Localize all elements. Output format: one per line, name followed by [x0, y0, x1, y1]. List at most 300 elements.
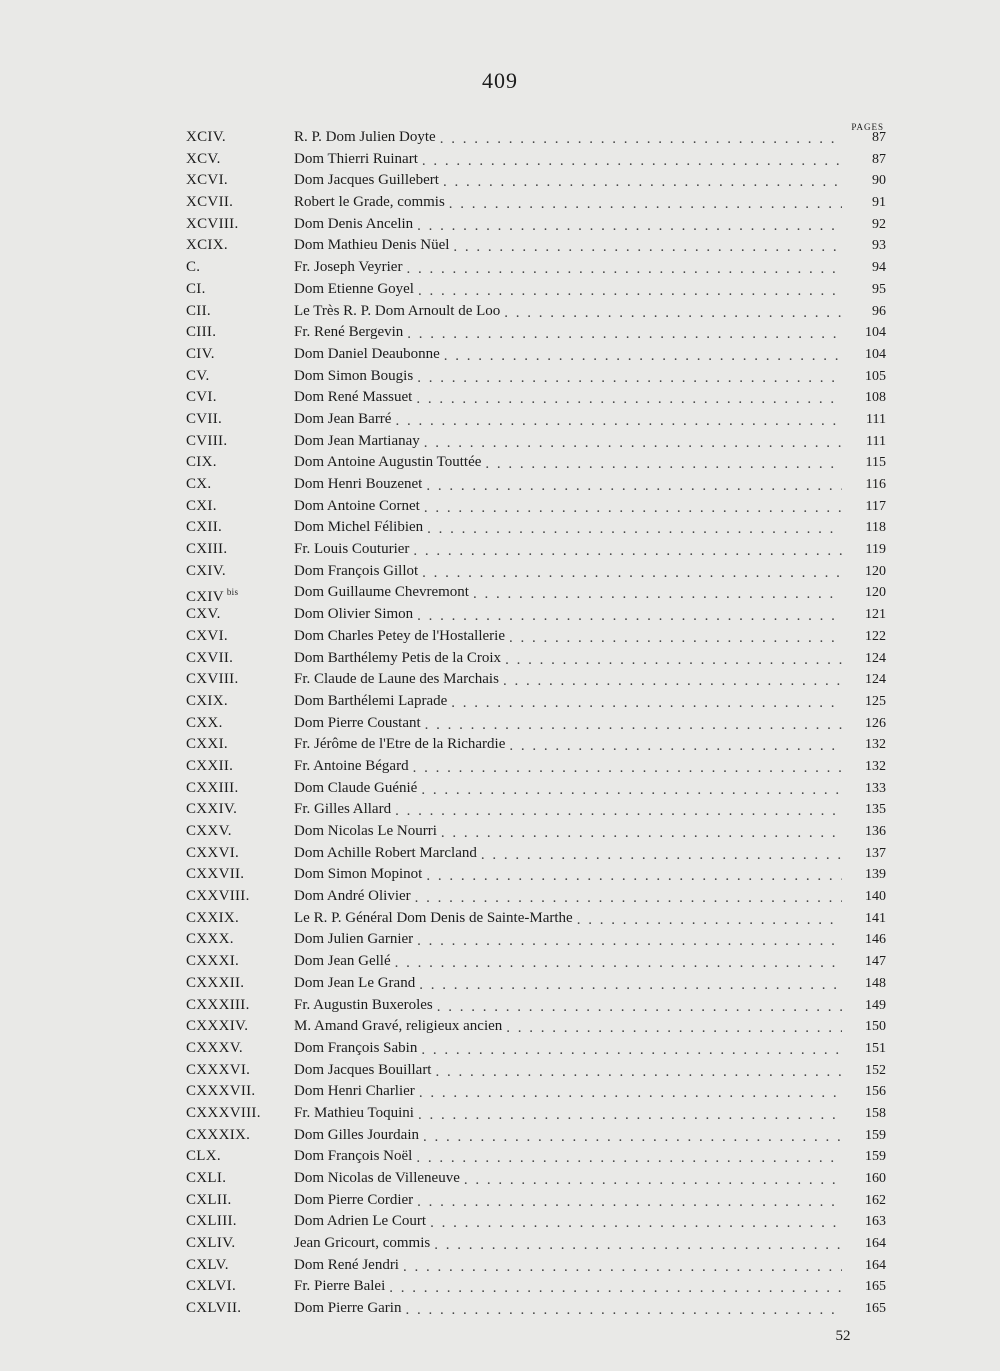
toc-roman-text: CVI. [186, 389, 217, 406]
toc-row [186, 582, 886, 604]
toc-page-ref: 115 [865, 455, 886, 471]
toc-page-ref: 165 [865, 1301, 886, 1317]
toc-page-ref: 104 [865, 325, 886, 341]
toc-row [186, 951, 886, 973]
toc-page-ref: 122 [865, 628, 886, 644]
toc-roman-text: CXXIII. [186, 779, 239, 796]
toc-roman-numeral [186, 1168, 226, 1190]
toc-entry-name: Dom Nicolas de Villeneuve . . . [294, 1170, 464, 1186]
toc-roman-text: CXV. [186, 606, 221, 623]
toc-page-ref: 158 [865, 1105, 886, 1121]
toc-row [186, 843, 886, 865]
toc-roman-text: CXXXIII. [186, 996, 250, 1013]
toc-entry-name: Dom Nicolas Le Nourri . . . [294, 823, 441, 839]
toc-row [186, 1038, 886, 1060]
toc-page-ref: 151 [865, 1040, 886, 1056]
toc-entry [294, 149, 842, 171]
toc-row [186, 1103, 886, 1125]
toc-page-ref: 159 [865, 1149, 886, 1165]
toc-roman-text: CXXXI. [186, 953, 240, 970]
toc-entry [294, 951, 842, 973]
toc-row [186, 908, 886, 930]
toc-roman-text: XCVI. [186, 172, 228, 189]
toc-roman-numeral [186, 214, 239, 236]
toc-row [186, 1081, 886, 1103]
toc-row [186, 821, 886, 843]
toc-row [186, 344, 886, 366]
toc-roman-text: CIV. [186, 345, 215, 362]
toc-row [186, 409, 886, 431]
toc-roman-numeral [186, 1125, 250, 1147]
toc-entry [294, 908, 842, 930]
toc-page-ref: 149 [865, 997, 886, 1013]
toc-entry-name: Dom Jean Gellé . . . [294, 953, 395, 969]
toc-row [186, 1255, 886, 1277]
toc-row [186, 864, 886, 886]
toc-entry [294, 561, 842, 583]
toc-entry [294, 973, 842, 995]
toc-entry [294, 1038, 842, 1060]
toc-roman-text: CXI. [186, 497, 217, 514]
toc-row [186, 192, 886, 214]
toc-entry [294, 496, 842, 518]
toc-entry [294, 170, 842, 192]
toc-roman-numeral [186, 1298, 241, 1320]
toc-entry [294, 886, 842, 908]
toc-page-ref: 92 [872, 216, 886, 232]
toc-entry-name: Fr. Pierre Balei . . . [294, 1278, 389, 1294]
toc-row [186, 734, 886, 756]
toc-entry-name: Dom Thierri Ruinart . . . [294, 151, 422, 167]
toc-page-ref: 119 [865, 542, 886, 558]
toc-roman-text: CXXXII. [186, 974, 245, 991]
toc-roman-numeral [186, 951, 239, 973]
toc-page-ref: 133 [865, 780, 886, 796]
toc-entry-name: Dom Julien Garnier . . . [294, 931, 417, 947]
toc-page-ref: 139 [865, 867, 886, 883]
toc-entry-name: Fr. Joseph Veyrier . . . [294, 259, 406, 275]
toc-roman-numeral [186, 409, 222, 431]
toc-page-ref: 146 [865, 932, 886, 948]
toc-entry-name: Dom Henri Bouzenet . . . [294, 476, 426, 492]
toc-roman-numeral [186, 452, 217, 474]
toc-roman-numeral [186, 995, 250, 1017]
toc-entry [294, 843, 842, 865]
toc-page-ref: 136 [865, 824, 886, 839]
toc-roman-numeral [186, 149, 221, 171]
toc-roman-text: CXLV. [186, 1256, 229, 1273]
toc-entry-name: Le R. P. Général Dom Denis de Sainte-Marthe . . . [294, 910, 577, 926]
toc-roman-numeral [186, 192, 233, 214]
toc-roman-numeral [186, 301, 211, 323]
toc-roman-numeral [186, 821, 232, 843]
toc-page-ref: 159 [865, 1127, 886, 1143]
toc-roman-numeral [186, 734, 228, 756]
toc-entry-name: Dom Olivier Simon . . . [294, 606, 417, 622]
toc-entry-name: Fr. Gilles Allard . . . [294, 801, 395, 817]
toc-entry-name: Fr. René Bergevin . . . [294, 324, 407, 340]
toc-roman-text: CXIX. [186, 692, 228, 709]
toc-entry-name: Dom Antoine Cornet . . . [294, 498, 424, 514]
toc-roman-numeral [186, 1081, 255, 1103]
toc-page-ref: 152 [865, 1062, 886, 1078]
toc-roman-text: XCVII. [186, 194, 234, 211]
toc-entry [294, 864, 842, 886]
toc-page-ref: 164 [865, 1257, 886, 1273]
toc-entry-name: Dom François Sabin . . . [294, 1040, 421, 1056]
toc-roman-numeral [186, 127, 226, 149]
toc-entry [294, 322, 842, 344]
toc-page-ref: 163 [865, 1214, 886, 1230]
toc-roman-text: CXIV [186, 589, 224, 606]
toc-entry [294, 1081, 842, 1103]
toc-entry [294, 431, 842, 453]
toc-entry-name: Dom Jean Barré . . . [294, 411, 395, 427]
toc-page-ref: 96 [872, 303, 886, 319]
toc-entry-name: Robert le Grade, commis . . . [294, 194, 449, 210]
toc-roman-text: CXLI. [186, 1170, 227, 1186]
toc-roman-text: CXVII. [186, 649, 234, 666]
toc-entry-name: Le Très R. P. Dom Arnoult de Loo . . . [294, 303, 504, 319]
toc-row [186, 1125, 886, 1147]
toc-roman-numeral [186, 322, 216, 344]
toc-page-ref: 141 [865, 910, 886, 926]
toc-page-ref: 90 [872, 173, 886, 189]
toc-row [186, 149, 886, 171]
toc-entry-name: Dom Etienne Goyel . . . [294, 281, 418, 297]
toc-page-ref: 156 [865, 1084, 886, 1100]
toc-roman-text: XCVIII. [186, 215, 239, 232]
toc-entry-name: Dom Jacques Bouillart . . . [294, 1062, 435, 1078]
toc-roman-text: CXLII. [186, 1191, 232, 1208]
toc-roman-text: CIX. [186, 454, 217, 471]
toc-row [186, 1190, 886, 1212]
toc-row [186, 1146, 886, 1168]
toc-page-ref: 148 [865, 975, 886, 991]
toc-entry [294, 1255, 842, 1277]
toc-entry [294, 1233, 842, 1255]
toc-roman-text: CXLVII. [186, 1300, 242, 1317]
toc-roman-numeral [186, 344, 215, 366]
toc-entry-name: Dom François Gillot . . . [294, 563, 422, 579]
toc-roman-suffix: bis [226, 587, 239, 598]
toc-roman-text: CXXV. [186, 823, 232, 839]
toc-roman-text: CXXXVI. [186, 1061, 251, 1078]
toc-roman-text: CXX. [186, 714, 223, 731]
column-header-pages: PAGES [851, 122, 884, 132]
toc-row [186, 517, 886, 539]
toc-row [186, 1168, 886, 1190]
toc-roman-text: CXXI. [186, 736, 228, 753]
toc-roman-numeral [186, 886, 250, 908]
toc-roman-numeral [186, 279, 206, 301]
toc-roman-numeral [186, 691, 228, 713]
toc-roman-numeral [186, 756, 233, 778]
toc-roman-numeral [186, 387, 217, 409]
toc-entry [294, 1276, 842, 1298]
toc-page-ref: 117 [865, 498, 886, 514]
toc-entry-name: Dom Jean Martianay . . . [294, 433, 424, 449]
toc-roman-numeral [186, 257, 200, 279]
toc-roman-text: CXXVI. [186, 844, 240, 861]
toc-roman-numeral [186, 496, 217, 518]
toc-roman-text: CIII. [186, 324, 217, 341]
toc-roman-numeral [186, 517, 222, 539]
toc-entry [294, 734, 842, 756]
toc-entry-name: Fr. Louis Couturier . . . [294, 541, 413, 557]
toc-row [186, 474, 886, 496]
toc-entry-name: R. P. Dom Julien Doyte . . . [294, 129, 440, 145]
toc-roman-text: XCV. [186, 150, 221, 167]
toc-entry [294, 821, 842, 843]
toc-roman-numeral [186, 366, 210, 388]
toc-row [186, 452, 886, 474]
toc-roman-numeral [186, 170, 228, 192]
toc-page-ref: 147 [865, 954, 886, 970]
toc-page-ref: 135 [865, 802, 886, 818]
toc-page-ref: 105 [865, 368, 886, 384]
toc-page-ref: 93 [872, 238, 886, 254]
toc-row [186, 995, 886, 1017]
toc-entry-name: Dom Claude Guénié . . . [294, 780, 421, 796]
toc-roman-numeral [186, 648, 233, 670]
toc-roman-text: CXXIV. [186, 801, 238, 818]
toc-entry [294, 1298, 842, 1320]
toc-entry [294, 1125, 842, 1147]
toc-row [186, 170, 886, 192]
toc-page-ref: 116 [865, 477, 886, 492]
toc-page-ref: 104 [865, 346, 886, 362]
toc-row [186, 496, 886, 518]
toc-roman-text: CV. [186, 367, 210, 384]
toc-entry [294, 1060, 842, 1082]
toc-entry [294, 409, 842, 431]
toc-page-ref: 125 [865, 693, 886, 709]
toc-entry-name: Dom Daniel Deaubonne . . . [294, 346, 444, 362]
toc-roman-text: CVII. [186, 410, 223, 427]
toc-roman-text: CI. [186, 280, 206, 297]
toc-row [186, 1233, 886, 1255]
toc-row [186, 127, 886, 149]
toc-page-ref: 120 [865, 563, 886, 579]
toc-entry [294, 756, 842, 778]
toc-page-ref: 132 [865, 758, 886, 774]
toc-roman-text: CX. [186, 476, 212, 492]
toc-entry [294, 1016, 842, 1038]
toc-page-ref: 111 [866, 411, 886, 427]
toc-page-ref: 111 [866, 433, 886, 449]
toc-entry [294, 235, 842, 257]
toc-entry [294, 127, 842, 149]
toc-entry-name: Dom Achille Robert Marcland . . . [294, 845, 481, 861]
toc-entry-name: Dom Jacques Guillebert . . . [294, 172, 443, 188]
toc-entry [294, 214, 842, 236]
toc-roman-numeral [186, 1146, 221, 1168]
toc-roman-text: XCIV. [186, 129, 226, 145]
toc-entry [294, 387, 842, 409]
toc-entry [294, 366, 842, 388]
toc-roman-text: CXXX. [186, 931, 234, 948]
toc-roman-text: CLX. [186, 1148, 221, 1165]
toc-page-ref: 140 [865, 889, 886, 905]
toc-entry [294, 1211, 842, 1233]
toc-row [186, 539, 886, 561]
toc-roman-numeral [186, 1255, 229, 1277]
toc-entry [294, 1146, 842, 1168]
toc-entry [294, 257, 842, 279]
toc-row [186, 235, 886, 257]
toc-roman-text: CXIV. [186, 562, 226, 579]
toc-entry [294, 995, 842, 1017]
toc-page-ref: 124 [865, 650, 886, 666]
toc-row [186, 756, 886, 778]
toc-roman-numeral [186, 1038, 243, 1060]
toc-entry-name: Fr. Antoine Bégard . . . [294, 758, 413, 774]
toc-entry [294, 713, 842, 735]
toc-row [186, 214, 886, 236]
toc-roman-numeral [186, 973, 244, 995]
toc-roman-numeral [186, 669, 239, 691]
toc-page-ref: 95 [872, 281, 886, 297]
toc-entry [294, 691, 842, 713]
toc-entry [294, 929, 842, 951]
toc-entry-name: Dom Barthélemy Petis de la Croix . . . [294, 650, 505, 666]
toc-entry [294, 1190, 842, 1212]
toc-entry-name: Fr. Claude de Laune des Marchais . . . [294, 671, 503, 687]
toc-entry-name: Dom Henri Charlier . . . [294, 1083, 419, 1099]
toc-entry-name: Dom François Noël . . . [294, 1148, 416, 1164]
toc-roman-numeral [186, 1211, 237, 1233]
toc-roman-text: C. [186, 259, 201, 276]
toc-roman-text: CXXXVIII. [186, 1104, 261, 1121]
toc-row [186, 886, 886, 908]
toc-row [186, 1060, 886, 1082]
toc-entry-name: Dom Simon Mopinot . . . [294, 866, 426, 882]
signature-mark: 52 [835, 1328, 851, 1344]
toc-roman-text: XCIX. [186, 237, 228, 254]
toc-entry-name: Dom Jean Le Grand . . . [294, 975, 419, 991]
toc-entry-name: Dom Pierre Cordier . . . [294, 1192, 417, 1208]
toc-row [186, 1016, 886, 1038]
toc-page-ref: 164 [865, 1236, 886, 1252]
toc-roman-numeral [186, 561, 226, 583]
toc-entry [294, 517, 842, 539]
toc-page-ref: 118 [865, 520, 886, 536]
toc-entry-name: Dom Simon Bougis . . . [294, 368, 417, 384]
toc-entry [294, 799, 842, 821]
toc-page-ref: 94 [872, 260, 886, 276]
toc-row [186, 431, 886, 453]
toc-roman-text: CXXVII. [186, 866, 245, 883]
toc-roman-numeral [186, 431, 227, 453]
toc-row [186, 799, 886, 821]
toc-roman-numeral [186, 235, 228, 257]
toc-entry-name: Dom Guillaume Chevremont . . . [294, 584, 473, 600]
toc-page-ref: 165 [865, 1279, 886, 1295]
toc-row [186, 929, 886, 951]
table-of-contents [186, 127, 886, 1320]
toc-row [186, 604, 886, 626]
page-number: 409 [482, 68, 518, 93]
toc-roman-numeral [186, 799, 237, 821]
toc-entry-name: Dom Barthélemi Laprade . . . [294, 693, 451, 709]
toc-roman-text: CXXXIV. [186, 1018, 249, 1035]
toc-page-ref: 87 [872, 151, 886, 167]
toc-entry [294, 626, 842, 648]
toc-entry-name: Jean Gricourt, commis . . . [294, 1235, 434, 1251]
toc-roman-text: CXVI. [186, 627, 228, 644]
toc-row [186, 691, 886, 713]
toc-entry [294, 669, 842, 691]
toc-row [186, 713, 886, 735]
toc-roman-numeral [186, 1016, 248, 1038]
toc-entry-name: Dom Pierre Garin . . . [294, 1300, 405, 1316]
toc-roman-text: CXII. [186, 519, 223, 536]
toc-roman-numeral [186, 713, 223, 735]
toc-roman-numeral [186, 1276, 236, 1298]
toc-entry-name: M. Amand Gravé, religieux ancien . . . [294, 1018, 506, 1034]
toc-entry [294, 301, 842, 323]
toc-roman-numeral [186, 539, 227, 561]
toc-row [186, 626, 886, 648]
toc-page-ref: 150 [865, 1019, 886, 1035]
toc-page-ref: 162 [865, 1192, 886, 1208]
toc-roman-numeral [186, 1233, 235, 1255]
toc-page-ref: 132 [865, 737, 886, 753]
toc-entry-name: Dom Denis Ancelin . . . [294, 216, 417, 232]
toc-roman-numeral [186, 1190, 232, 1212]
toc-page-ref: 160 [865, 1171, 886, 1186]
toc-entry [294, 1103, 842, 1125]
toc-roman-numeral [186, 1060, 250, 1082]
toc-row [186, 1211, 886, 1233]
toc-roman-numeral [186, 604, 221, 626]
toc-roman-text: CXXXIX. [186, 1126, 251, 1143]
toc-entry [294, 279, 842, 301]
toc-entry-name: Dom René Jendri . . . [294, 1257, 403, 1273]
toc-page-ref: 108 [865, 390, 886, 406]
toc-entry-name: Fr. Augustin Buxeroles . . . [294, 997, 437, 1013]
toc-row [186, 1298, 886, 1320]
toc-row [186, 1276, 886, 1298]
toc-page-ref: 120 [865, 585, 886, 601]
toc-entry [294, 604, 842, 626]
toc-entry [294, 344, 842, 366]
toc-page-ref: 121 [865, 607, 886, 623]
toc-roman-text: CVIII. [186, 432, 228, 449]
toc-roman-text: CXLVI. [186, 1278, 237, 1295]
toc-row [186, 648, 886, 670]
toc-roman-text: CXXVIII. [186, 888, 250, 905]
toc-roman-numeral [186, 626, 228, 648]
toc-roman-numeral [186, 1103, 261, 1125]
toc-row [186, 561, 886, 583]
toc-roman-numeral [186, 843, 239, 865]
toc-entry-name: Dom Mathieu Denis Nüel . . . [294, 237, 453, 253]
toc-page-ref: 124 [865, 672, 886, 688]
toc-roman-text: CXXIX. [186, 909, 240, 926]
toc-page-ref: 137 [865, 845, 886, 861]
toc-entry [294, 1168, 842, 1190]
toc-roman-text: CXXXV. [186, 1039, 243, 1056]
toc-row [186, 322, 886, 344]
toc-entry [294, 648, 842, 670]
toc-roman-text: CXLIV. [186, 1235, 236, 1252]
toc-row [186, 387, 886, 409]
toc-entry-name: Fr. Mathieu Toquini . . . [294, 1105, 418, 1121]
toc-roman-numeral [186, 864, 244, 886]
toc-entry-name: Dom Gilles Jourdain . . . [294, 1127, 423, 1143]
